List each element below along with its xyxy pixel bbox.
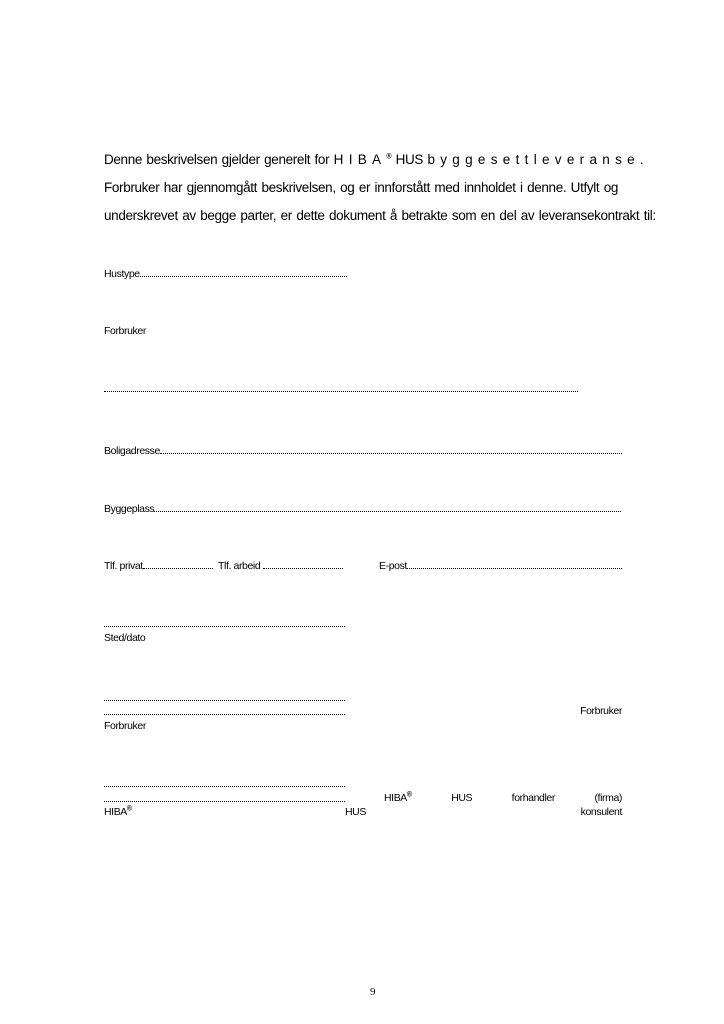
boligadresse-field[interactable]: [104, 443, 622, 457]
tlf-privat-dotted-line: [143, 558, 213, 569]
byggeplass-label: Byggeplass: [104, 503, 155, 515]
hustype-dotted-line: [140, 266, 347, 277]
hustype-label: Hustype: [104, 268, 140, 280]
forbruker-signature-line-2[interactable]: [104, 714, 345, 715]
intro-text-1a: Denne beskrivelsen gjelder generelt for: [104, 152, 330, 167]
intro-paragraph: [104, 146, 656, 230]
dealer-hus: HUS: [451, 792, 473, 804]
dealer-hiba-text: HIBA: [384, 792, 407, 804]
dealer-firma: (firma): [594, 792, 622, 804]
intro-text-1b: HUS: [395, 152, 424, 167]
epost-label: E-post: [379, 560, 407, 572]
hus-mid-label: HUS: [345, 806, 366, 818]
sted-dato-dotted-line[interactable]: [104, 626, 345, 627]
boligadresse-label: Boligadresse: [104, 445, 160, 457]
forbruker-left-label: Forbruker: [104, 720, 146, 732]
epost-field[interactable]: [379, 558, 622, 572]
dealer-hiba: [384, 792, 412, 804]
intro-line-3: underskrevet av begge parter, er dette dokument å betrakte som en del av leveransekontrakt til:: [104, 208, 656, 223]
forbruker-right-label: Forbruker: [580, 705, 622, 717]
hiba-signature-line-1[interactable]: [104, 786, 345, 787]
page-number: 9: [370, 986, 376, 998]
registered-mark: ®: [386, 153, 392, 161]
konsulent-label: konsulent: [580, 806, 622, 818]
tlf-arbeid-field[interactable]: [218, 558, 343, 572]
dealer-forhandler: forhandler: [511, 792, 555, 804]
byggeplass-field[interactable]: [104, 501, 621, 515]
intro-line-1: [104, 146, 649, 174]
intro-line-2: Forbruker har gjennomgått beskrivelsen, og er innforstått med innholdet i denne. Utfylt og: [104, 180, 619, 195]
dealer-registered-mark: ®: [406, 791, 412, 799]
tlf-privat-label: Tlf. privat: [104, 560, 143, 572]
epost-dotted-line: [407, 558, 622, 569]
boligadresse-dotted-line: [160, 443, 622, 454]
dealer-label-row: [384, 792, 622, 804]
hustype-field[interactable]: [104, 266, 347, 280]
brand-name: HIBA: [333, 152, 387, 167]
byggeplass-dotted-line: [154, 501, 621, 512]
hiba-signature-line-2[interactable]: [104, 801, 345, 802]
forbruker-label: Forbruker: [104, 325, 146, 337]
tlf-arbeid-label: Tlf. arbeid: [218, 560, 261, 572]
forbruker-dotted-line[interactable]: [104, 391, 578, 392]
hiba-left-text: HIBA: [104, 806, 127, 818]
forbruker-signature-line-1[interactable]: [104, 700, 345, 701]
tlf-arbeid-dotted-line: [263, 558, 343, 569]
intro-text-1c: byggesettleveranse.: [427, 152, 649, 167]
tlf-privat-field[interactable]: [104, 558, 213, 572]
sted-dato-label: Sted/dato: [104, 632, 146, 644]
hiba-registered-mark: ®: [126, 805, 132, 813]
hiba-left-label: [104, 806, 132, 818]
